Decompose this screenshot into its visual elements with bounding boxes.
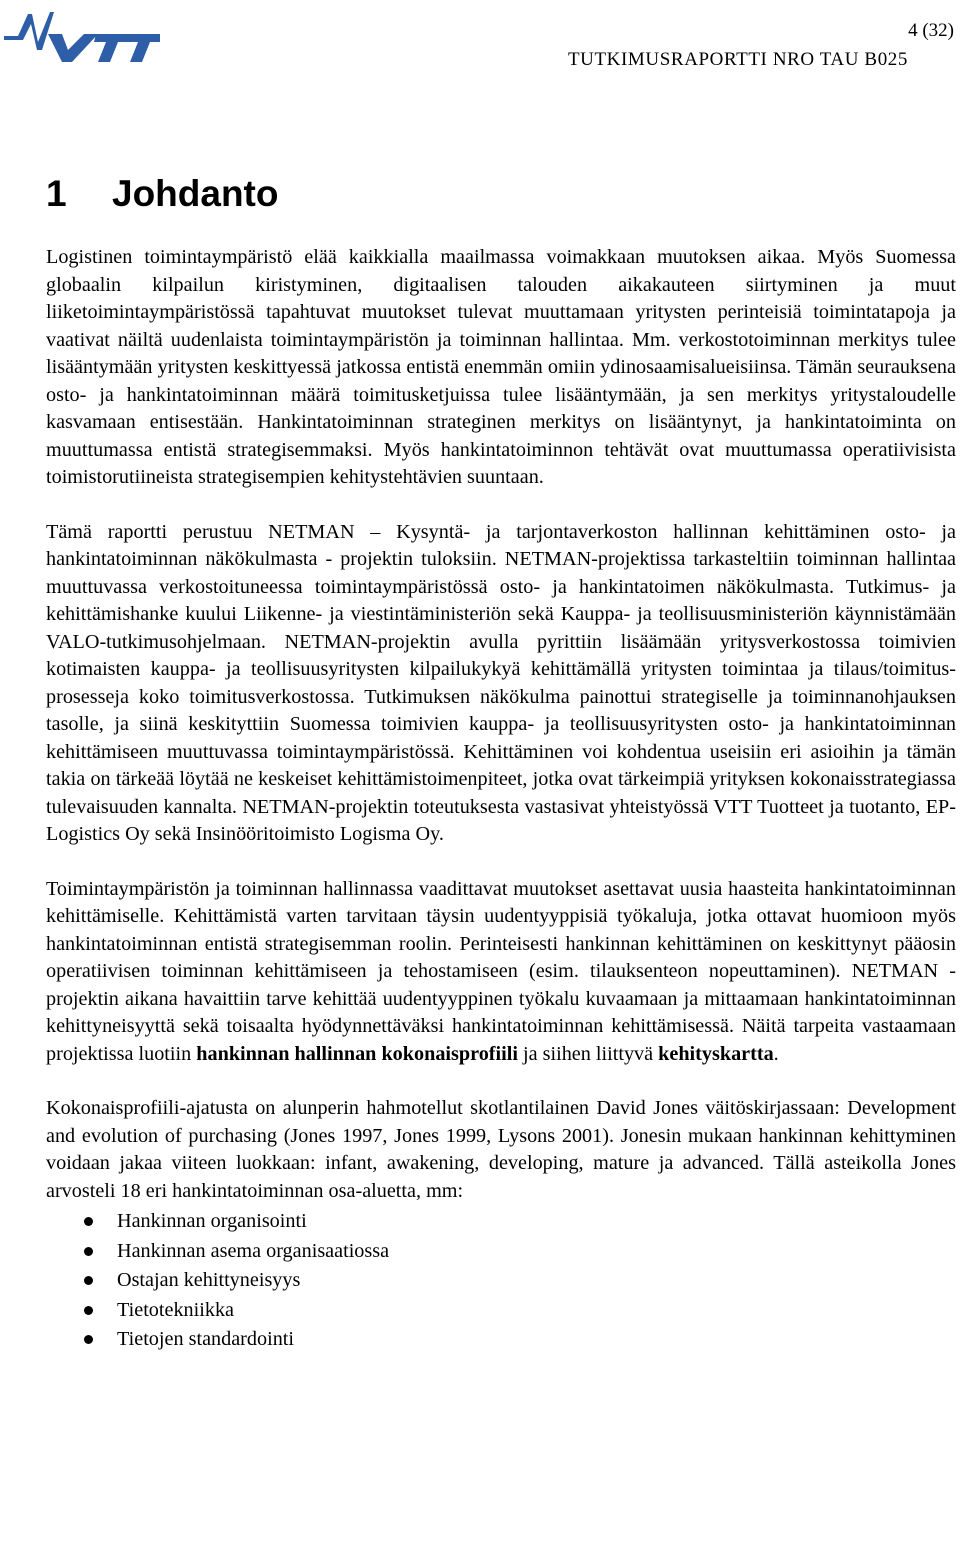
list-item — [46, 1266, 956, 1296]
bullet-icon — [84, 1306, 93, 1315]
bullet-icon — [84, 1335, 93, 1344]
paragraph-4: Kokonaisprofiili-ajatusta on alunperin hahmotellut skotlantilainen David Jones väitöskirjassaan: Development and evolution of purchasing (Jones 1997, Jones 1999, Lysons 2001). Jonesin mukaan hankinnan kehittyminen voidaan jakaa viiteen luokkaan: infant, awakening, developing, mature ja advanced. Tällä asteikolla Jones arvosteli 18 eri hankintatoiminnan osa-aluetta, mm: — [46, 1097, 956, 1202]
report-id: TUTKIMUSRAPORTTI NRO TAU B025 — [567, 49, 908, 70]
page-number: 4 (32) — [908, 20, 954, 41]
section-heading — [46, 172, 278, 216]
body-text — [46, 244, 956, 1355]
list-item-text: Tietotekniikka — [117, 1298, 235, 1321]
paragraph-3-text: Toimintaympäristön ja toiminnan hallinnassa vaadittavat muutokset asettavat uusia haasteita hankintatoiminnan kehittämiselle. Kehittämistä varten tarvitaan täysin uudentyyppisiä työkaluja, jotka ottavat huomioon myös hankintatoiminnan entistä strategisemman roolin. Perinteisesti hankinnan kehittäminen on keskittynyt pääosin operatiivisen toiminnan kehittämiseen ja tehostamiseen (esim. tilauksenteon nopeuttaminen). NETMAN -projektin aikana havaittiin tarve kehittää uudentyyppinen työkalu kuvaamaan ja mittaamaan hankintatoiminnan kehittyneisyyttä sekä toisaalta hyödynnettäväksi hankintatoiminnan kehittämisessä. Näitä tarpeita vastaamaan projektissa luotiin — [46, 877, 956, 1065]
bullet-icon — [84, 1217, 93, 1226]
list-item-text: Hankinnan asema organisaatiossa — [117, 1239, 390, 1262]
list-item — [46, 1207, 956, 1237]
paragraph-2: Tämä raportti perustuu NETMAN – Kysyntä- ja tarjontaverkoston hallinnan kehittäminen osto- ja hankintatoiminnan näkökulmasta - projektin tuloksiin. NETMAN-projektissa tarkasteltiin toiminnan hallintaa muuttuvassa verkostoituneessa toimintaympäristössä osto- ja hankintatoimen näkökulmasta. Tutkimus- ja kehittämishanke kuului Liikenne- ja viestintäministeriön sekä Kauppa- ja teollisuusministeriön käynnistämään VALO-tutkimusohjelmaan. NETMAN-projektin avulla pyrittiin lisäämään yritysverkostossa toimivien kotimaisten kauppa- ja teollisuusyritysten kilpailukykyä kehittämällä yritysten toimintaa ja tilaus/toimitus-prosesseja koko toimitusverkostossa. Tutkimuksen näkökulma painottui strategiselle ja toiminnanohjauksen tasolle, ja siinä keskityttiin Suomessa toimivien kauppa- ja teollisuusyritysten osto- ja hankintatoiminnan kehittämiseen muuttuvassa toimintaympäristössä. Kehittäminen voi kohdentua useisiin eri asioihin ja tämän takia on tärkeää löytää ne keskeiset kehittämistoimenpiteet, jotka ovat tärkeimpiä yrityksen kokonaisstrategiassa tulevaisuuden kannalta. NETMAN-projektin toteutuksesta vastasivat yhteistyössä VTT Tuotteet ja tuotanto, EP-Logistics Oy sekä Insinööritoimisto Logisma Oy. — [46, 520, 956, 845]
bullet-icon — [84, 1247, 93, 1256]
paragraph-3-end: . — [773, 1042, 779, 1065]
bullet-list — [46, 1207, 956, 1355]
paragraph-1: Logistinen toimintaympäristö elää kaikkialla maailmassa voimakkaan muutoksen aikaa. Myös Suomessa globaalin kilpailun kiristyminen, digitaalisen talouden aikakauteen siirtyminen ja muut liiketoimintaympäristössä tapahtuvat muutokset tulevat muuttamaan yritysten perinteisiä toimintatapoja ja vaativat näiltä uudenlaista toimintaympäristön ja toiminnan hallintaa. Mm. verkostotoiminnan merkitys tulee lisääntymään yritysten keskittyessä jatkossa entistä enemmän omiin ydinosaamisalueisiinsa. Tämän seurauksena osto- ja hankintatoiminnan määrä toimitusketjuissa tulee lisääntymään, ja sen merkitys yritystaloudelle kasvamaan entisestään. Hankintatoiminnan strateginen merkitys on lisääntynyt, ja hankintatoiminta on muuttumassa entistä strategisemmaksi. Myös hankintatoiminnon tehtävät ovat muuttumassa operatiivisista toimistorutiineista strategisempien kehitystehtävien suuntaan. — [46, 246, 956, 488]
list-item-text: Hankinnan organisointi — [117, 1210, 307, 1232]
list-item — [46, 1325, 956, 1355]
section-number: 1 — [46, 173, 67, 214]
list-item-text: Tietojen standardointi — [117, 1328, 295, 1350]
list-item-text: Ostajan kehittyneisyys — [117, 1269, 301, 1291]
bullet-icon — [84, 1276, 93, 1285]
paragraph-3-bold-profile: hankinnan hallinnan kokonaisprofiili — [196, 1042, 518, 1065]
paragraph-3 — [46, 876, 956, 1069]
vtt-logo — [4, 6, 160, 62]
list-item — [46, 1296, 956, 1326]
list-item — [46, 1237, 956, 1267]
paragraph-3-bold-map: kehityskartta — [658, 1042, 774, 1065]
section-title: Johdanto — [112, 173, 279, 214]
paragraph-3-mid: ja siihen liittyvä — [517, 1042, 659, 1065]
